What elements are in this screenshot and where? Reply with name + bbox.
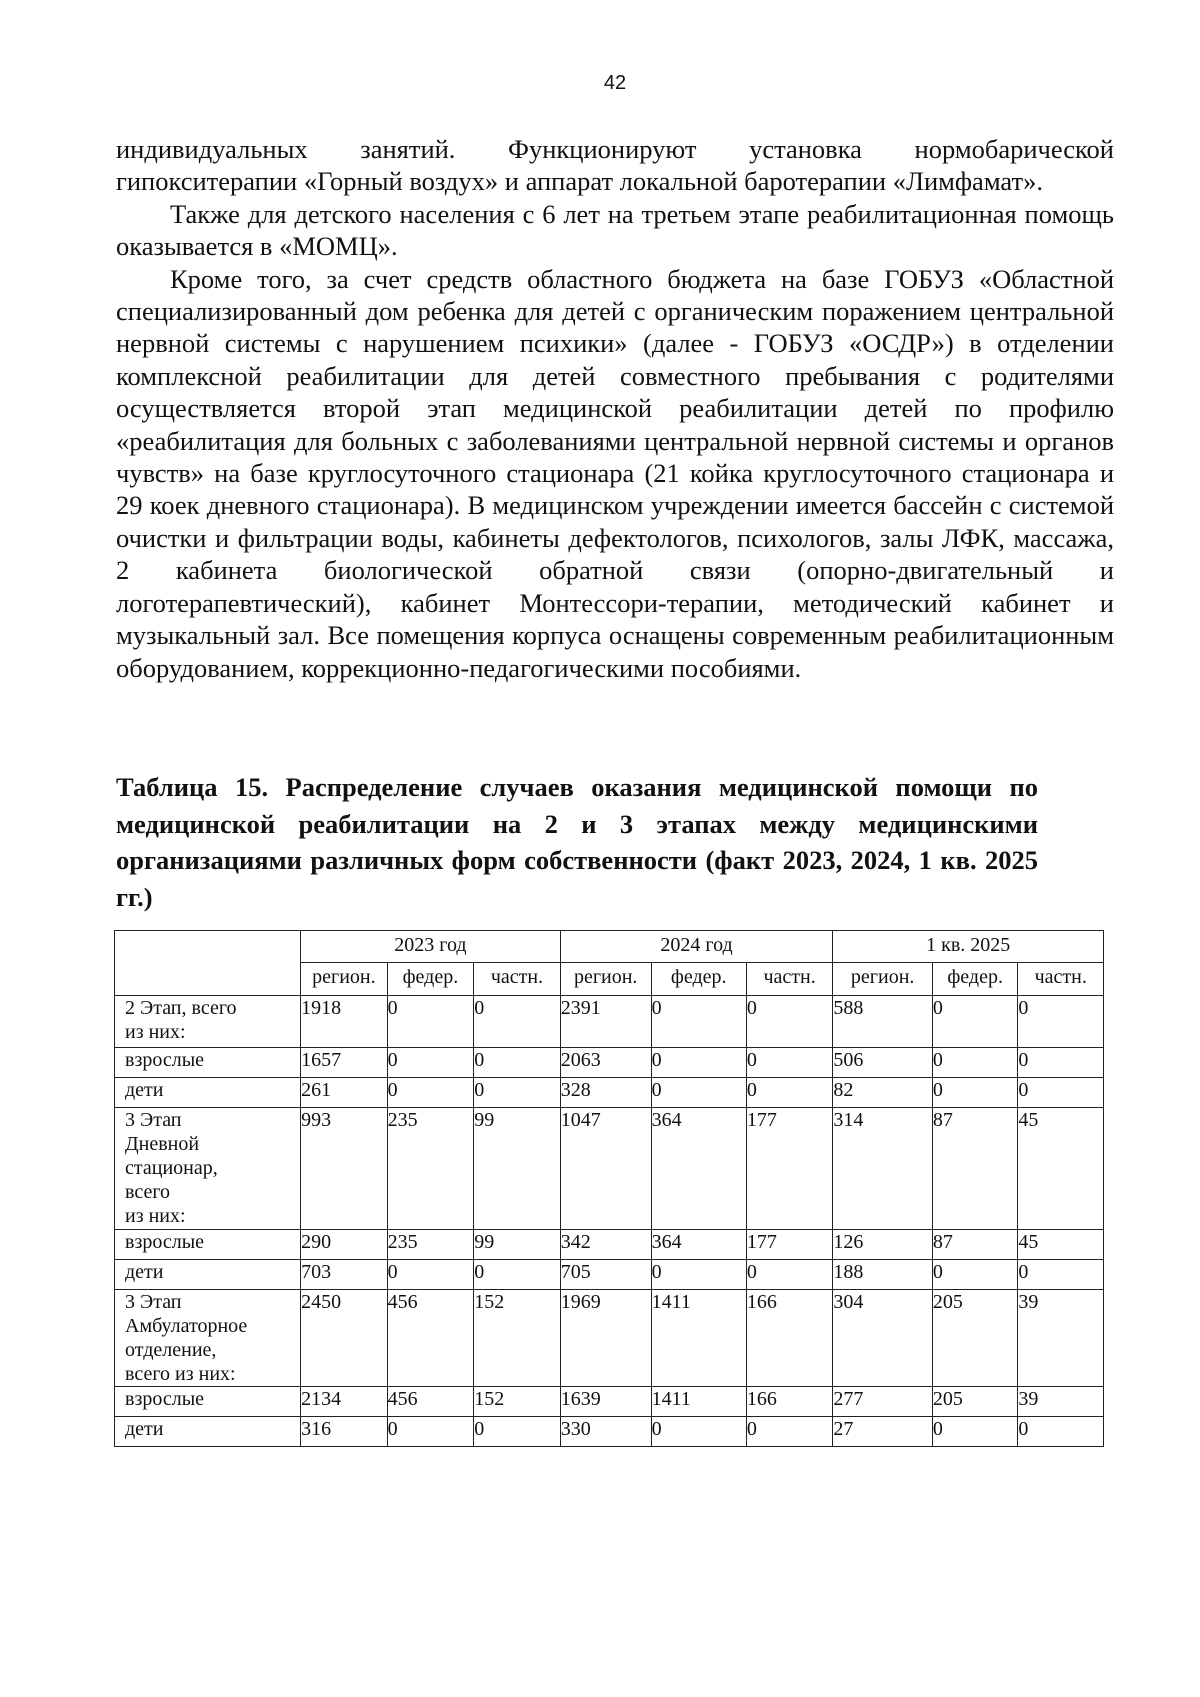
table-cell: 1918 (301, 996, 388, 1048)
table-cell: 0 (932, 1078, 1017, 1108)
table-cell: 342 (560, 1230, 651, 1260)
page-number: 42 (603, 72, 627, 94)
table-cell: 261 (301, 1078, 388, 1108)
table-cell: 27 (833, 1417, 933, 1447)
table-cell: 314 (833, 1108, 933, 1230)
table-cell: 1411 (651, 1290, 746, 1387)
table-cell: 87 (932, 1108, 1017, 1230)
year-header-row (115, 931, 1104, 963)
table-cell: 0 (387, 1260, 474, 1290)
table-cell: 0 (932, 1048, 1017, 1078)
table-cell: 0 (1018, 1048, 1104, 1078)
table-cell: 205 (932, 1387, 1017, 1417)
table-cell: 1969 (560, 1290, 651, 1387)
table-cell: 45 (1018, 1108, 1104, 1230)
table-cell: 45 (1018, 1230, 1104, 1260)
row-label: взрослые (115, 1048, 301, 1078)
table-cell: 0 (474, 1417, 561, 1447)
table-cell: 304 (833, 1290, 933, 1387)
column-header: частн. (1018, 963, 1104, 996)
table-row (115, 1260, 1104, 1290)
table-cell: 1657 (301, 1048, 388, 1078)
table-cell: 152 (474, 1387, 561, 1417)
paragraph: Также для детского населения с 6 лет на третьем этапе реабилитационная помощь оказывается в «МОМЦ». (116, 198, 1114, 262)
column-header: федер. (387, 963, 474, 996)
row-label: 3 Этап Амбулаторное отделение, всего из них: (115, 1290, 301, 1387)
table-cell: 456 (387, 1290, 474, 1387)
table-cell: 0 (746, 1260, 833, 1290)
row-label: дети (115, 1078, 301, 1108)
column-header: регион. (560, 963, 651, 996)
table-cell: 0 (932, 1417, 1017, 1447)
table-cell: 205 (932, 1290, 1017, 1387)
column-header: федер. (651, 963, 746, 996)
table-cell: 2134 (301, 1387, 388, 1417)
table-row (115, 1387, 1104, 1417)
corner-cell (115, 931, 301, 996)
column-header: регион. (833, 963, 933, 996)
year-header: 1 кв. 2025 (833, 931, 1104, 963)
table-cell: 87 (932, 1230, 1017, 1260)
table-cell: 126 (833, 1230, 933, 1260)
table-cell: 0 (1018, 1078, 1104, 1108)
table-cell: 1411 (651, 1387, 746, 1417)
table-cell: 0 (746, 1078, 833, 1108)
column-header: частн. (746, 963, 833, 996)
table-cell: 177 (746, 1230, 833, 1260)
table-cell: 2063 (560, 1048, 651, 1078)
table-cell: 506 (833, 1048, 933, 1078)
table-caption: Таблица 15. Распределение случаев оказания медицинской помощи по медицинской реабилитации на 2 и 3 этапах между медицинскими организациями различных форм собственности (факт 2023, 2024, 1 кв. 2025 гг.) (116, 772, 1038, 912)
table-cell: 0 (746, 1417, 833, 1447)
table-cell: 588 (833, 996, 933, 1048)
table-cell: 99 (474, 1108, 561, 1230)
table-row (115, 1230, 1104, 1260)
table-row (115, 996, 1104, 1048)
row-label: взрослые (115, 1230, 301, 1260)
table-row (115, 1417, 1104, 1447)
table-cell: 0 (474, 1078, 561, 1108)
year-header: 2024 год (560, 931, 833, 963)
table-cell: 277 (833, 1387, 933, 1417)
row-label: 2 Этап, всего из них: (115, 996, 301, 1048)
table-body (115, 996, 1104, 1447)
table-cell: 364 (651, 1108, 746, 1230)
table-cell: 166 (746, 1387, 833, 1417)
table-cell: 99 (474, 1230, 561, 1260)
table-cell: 0 (1018, 996, 1104, 1048)
table-cell: 177 (746, 1108, 833, 1230)
table-cell: 290 (301, 1230, 388, 1260)
table-cell: 2391 (560, 996, 651, 1048)
table-cell: 0 (387, 1048, 474, 1078)
table-cell: 0 (932, 996, 1017, 1048)
table-cell: 705 (560, 1260, 651, 1290)
table-cell: 0 (387, 996, 474, 1048)
table-cell: 456 (387, 1387, 474, 1417)
data-table (114, 930, 1104, 1447)
paragraph: индивидуальных занятий. Функционируют установка нормобарической гипокситерапии «Горный воздух» и аппарат локальной баротерапии «Лимфамат». (116, 134, 1114, 197)
table-cell: 0 (1018, 1260, 1104, 1290)
table-cell: 0 (474, 1260, 561, 1290)
table-cell: 0 (1018, 1417, 1104, 1447)
table-cell: 993 (301, 1108, 388, 1230)
table-cell: 82 (833, 1078, 933, 1108)
table-cell: 0 (746, 1048, 833, 1078)
column-header: частн. (474, 963, 561, 996)
table-cell: 2450 (301, 1290, 388, 1387)
paragraph: Кроме того, за счет средств областного бюджета на базе ГОБУЗ «Областной специализированный дом ребенка для детей с органическим поражением центральной нервной системы с нарушением психики» (далее - ГОБУЗ «ОСДР») в отделении комплексной реабилитации для детей совместного пребывания с родителями осуществляется второй этап медицинской реабилитации детей по профилю «реабилитация для больных с заболеваниями центральной нервной системы и органов чувств» на базе круглосуточного стационара (21 койка круглосуточного стационара и 29 коек дневного стационара). В медицинском учреждении имеется бассейн с системой очистки и фильтрации воды, кабинеты дефектологов, психологов, залы ЛФК, массажа, 2 кабинета биологической обратной связи (опорно-двигательный и логотерапевтический), кабинет Монтессори-терапии, методический кабинет и музыкальный зал. Все помещения корпуса оснащены современным реабилитационным оборудованием, коррекционно-педагогическими пособиями. (116, 263, 1114, 683)
table-cell: 364 (651, 1230, 746, 1260)
table-cell: 316 (301, 1417, 388, 1447)
table-cell: 166 (746, 1290, 833, 1387)
row-label: дети (115, 1417, 301, 1447)
table-cell: 0 (651, 996, 746, 1048)
table-cell: 39 (1018, 1387, 1104, 1417)
year-header: 2023 год (301, 931, 561, 963)
table-cell: 1047 (560, 1108, 651, 1230)
table-cell: 1639 (560, 1387, 651, 1417)
table-cell: 0 (651, 1048, 746, 1078)
table-cell: 235 (387, 1230, 474, 1260)
row-label: дети (115, 1260, 301, 1290)
table-cell: 188 (833, 1260, 933, 1290)
row-label: 3 Этап Дневной стационар, всего из них: (115, 1108, 301, 1230)
table-cell: 0 (387, 1417, 474, 1447)
table-cell: 0 (651, 1078, 746, 1108)
table-cell: 0 (651, 1417, 746, 1447)
column-header: регион. (301, 963, 388, 996)
table-row (115, 1290, 1104, 1387)
table-cell: 0 (474, 996, 561, 1048)
column-header: федер. (932, 963, 1017, 996)
table-row (115, 1078, 1104, 1108)
table-cell: 152 (474, 1290, 561, 1387)
table-cell: 0 (474, 1048, 561, 1078)
body-text (116, 133, 1114, 684)
table-cell: 0 (387, 1078, 474, 1108)
table-row (115, 1048, 1104, 1078)
table-cell: 328 (560, 1078, 651, 1108)
table-cell: 0 (932, 1260, 1017, 1290)
row-label: взрослые (115, 1387, 301, 1417)
table-cell: 39 (1018, 1290, 1104, 1387)
table-cell: 0 (746, 996, 833, 1048)
table-row (115, 1108, 1104, 1230)
table-cell: 235 (387, 1108, 474, 1230)
table-cell: 703 (301, 1260, 388, 1290)
table-cell: 0 (651, 1260, 746, 1290)
table-cell: 330 (560, 1417, 651, 1447)
